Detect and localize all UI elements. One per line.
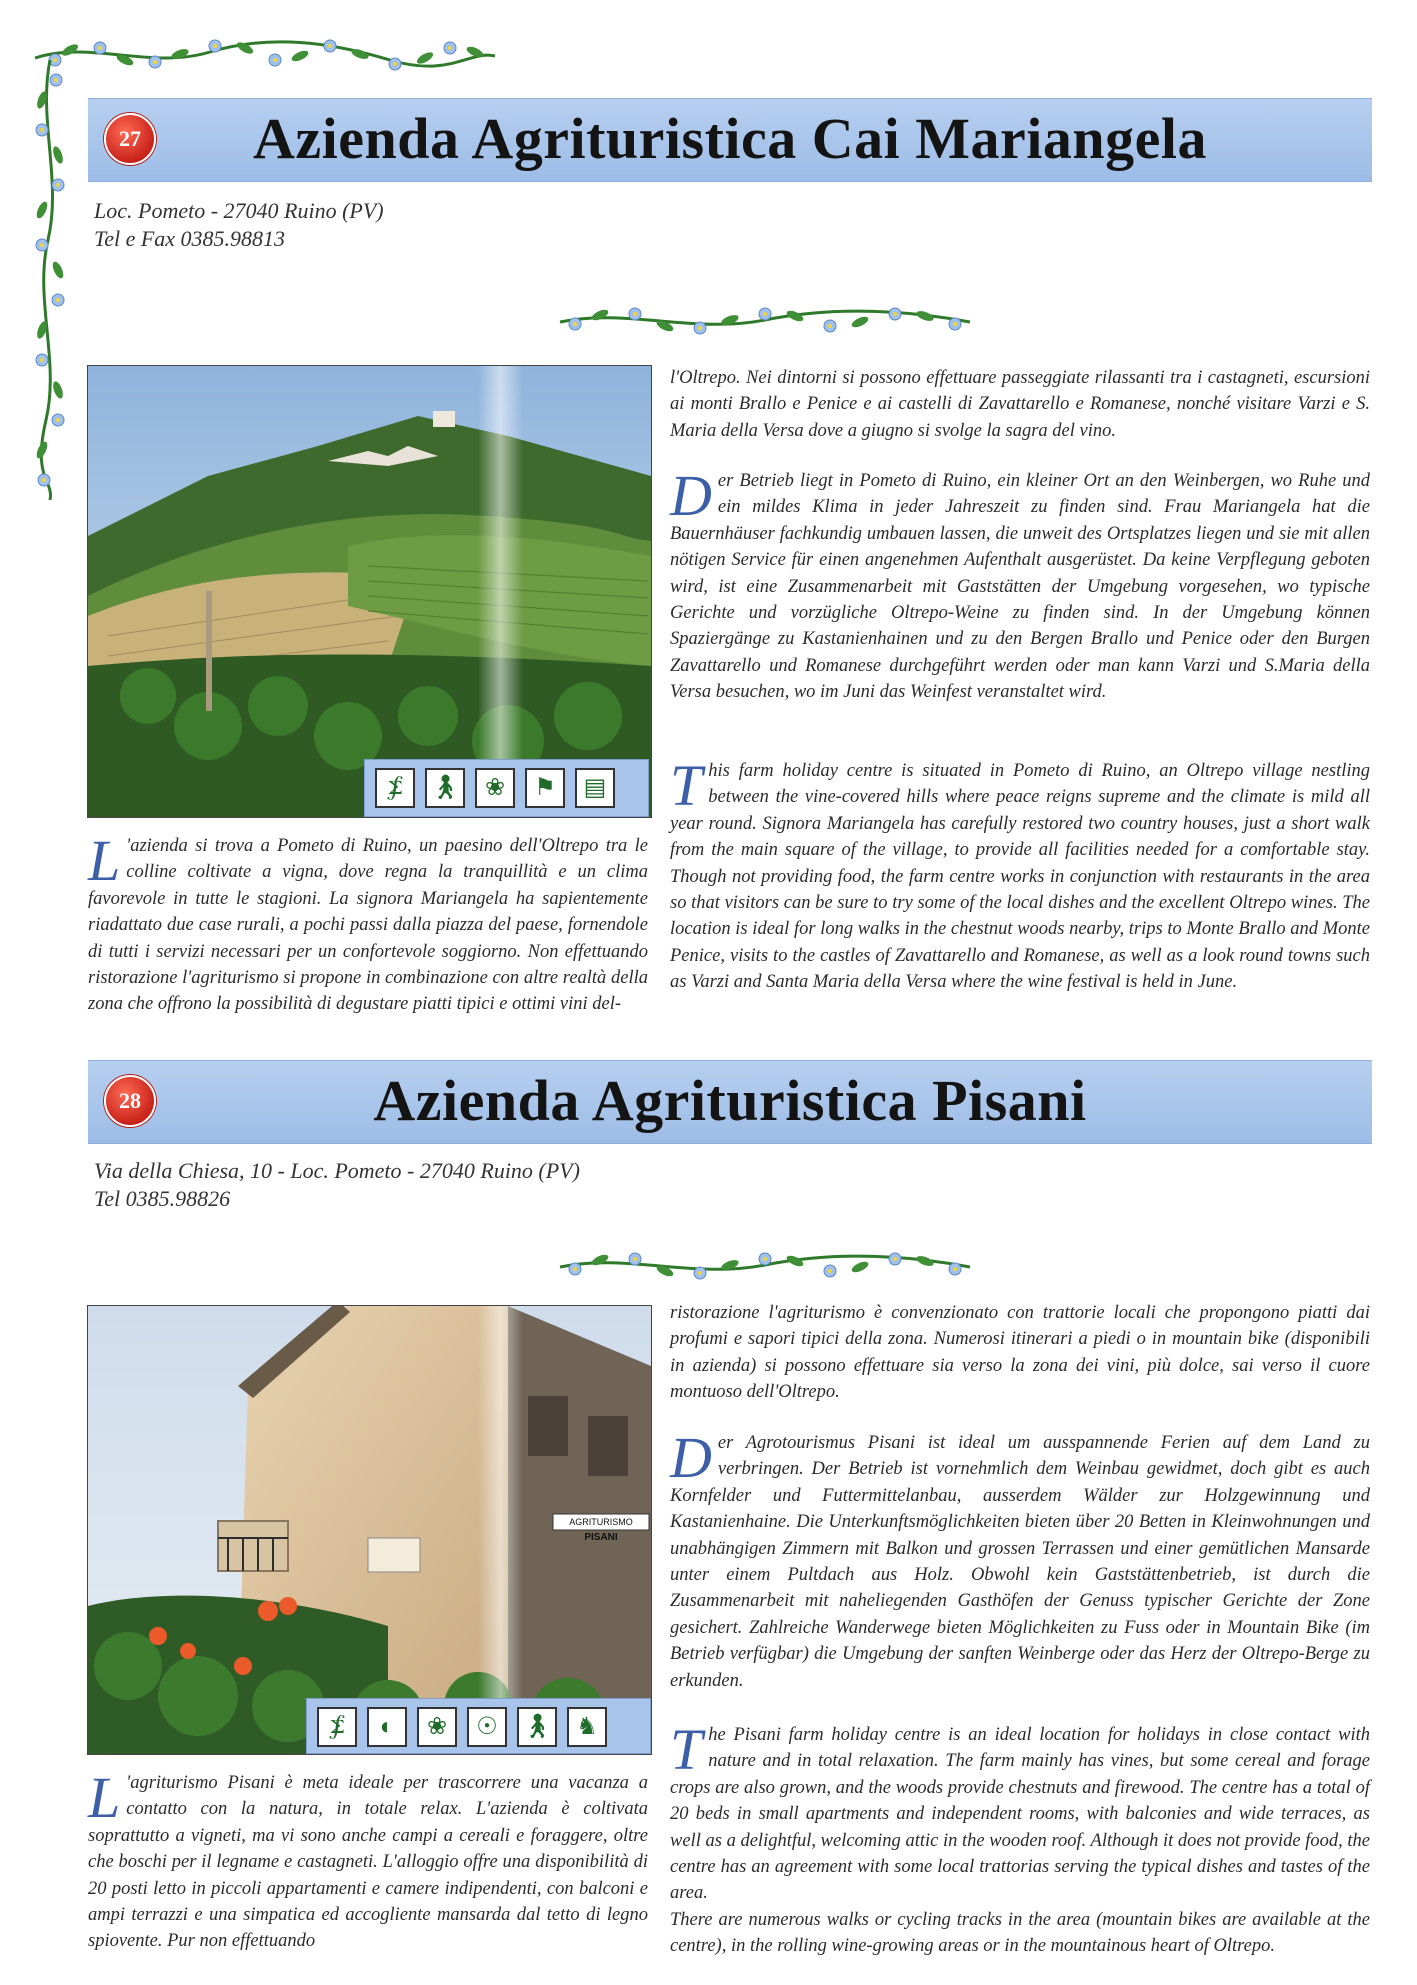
- german-description: [670, 1425, 1370, 1694]
- floral-garland-left: [30, 60, 70, 500]
- english-paragraph-2: There are numerous walks or cycling tracks in the area (mountain bikes are available at the centre), in the rolling wine-growing areas or in the mountainous heart of Oltrepo.: [670, 1909, 1370, 1957]
- english-paragraph: his farm holiday centre is situated in Pometo di Ruino, an Oltrepo village nestling between the vine-covered hills where peace reigns supreme and the climate is mild all year round. Signora Mariangela has carefully restored two country houses, just a short walk from the main square of the village, to provide all facilities needed for a comfortable stay. Though not providing food, the farm centre works in conjunction with restaurants in the area so that visitors can be sure to try some of the local dishes and the excellent Oltrepo wines. The location is ideal for long walks in the chestnut woods nearby, trips to Monte Brallo and Monte Penice, visits to the castles of Zavattarello and Romanese, as well as a look round towns such as Varzi and Santa Maria della Versa where the wine festival is held in June.: [670, 761, 1370, 993]
- grapes-icon: ❀: [417, 1707, 457, 1747]
- dropcap-letter: L: [88, 828, 121, 893]
- sign-text-pisani: PISANI: [584, 1532, 618, 1543]
- english-description: [670, 753, 1370, 996]
- section-number-badge: 28: [104, 1075, 156, 1127]
- italian-paragraph: 'azienda si trova a Pometo di Ruino, un paesino dell'Oltrepo tra le colline coltivate a vigna, dove regna la tranquillità e un clima favorevole in tutte le stagioni. La signora Mariangela ha sapientemente riadattato due case rurali, a pochi passi dalla piazza del paese, fornendole di tutti i servizi necessari per un confortevole soggiorno. Non effettuando ristorazione l'agriturismo si propone in combinazione con altre realtà della zona che offrono la possibilità di degustare piatti tipici e ottimi vini del-: [88, 836, 648, 1015]
- dropcap-letter: D: [670, 463, 712, 528]
- farmhouse-photo: [87, 1305, 652, 1755]
- hiker-icon: 🚶︎: [425, 768, 465, 808]
- section-title: Azienda Agrituristica Pisani: [373, 1068, 1087, 1133]
- english-description: [670, 1717, 1370, 1960]
- dropcap-letter: L: [88, 1765, 121, 1830]
- tennis-icon: ◐: [367, 1707, 407, 1747]
- grapes-icon: ❀: [475, 768, 515, 808]
- cyclist-icon: ☉: [467, 1707, 507, 1747]
- floral-divider: [555, 1245, 975, 1285]
- book-icon: ▤: [575, 768, 615, 808]
- bed-icon: ⨋: [375, 768, 415, 808]
- vineyard-photo: [87, 365, 652, 818]
- bed-icon: ⨋: [317, 1707, 357, 1747]
- italian-continued-paragraph: ristorazione l'agriturismo è convenzionato con trattorie locali che propongono piatti dai profumi e sapori tipici della zona. Numerosi itinerari a piedi o in mountain bike (disponibili in azienda) si possono effettuare sia verso la zona dei vini, più dolce, sai verso il cuore montuoso dell'Oltrepo.: [670, 1303, 1370, 1403]
- section-header-28: [88, 1060, 1372, 1144]
- horse-icon: ♞: [567, 1707, 607, 1747]
- italian-continuation: [670, 1300, 1370, 1406]
- section-number-badge: 27: [104, 113, 156, 165]
- address-block: [94, 197, 384, 253]
- dropcap-letter: D: [670, 1425, 712, 1490]
- italian-continuation: [670, 365, 1370, 444]
- address-block: [94, 1157, 580, 1213]
- english-paragraph: he Pisani farm holiday centre is an ideal location for holidays in close contact with nature and in total relaxation. The farm mainly has vines, but some cereal and forage crops are also grown, and the woods provide chestnuts and firewood. The centre has a total of 20 beds in small apartments and independent rooms, with balconies and wide terraces, as well as a delightful, welcoming attic in the wooden roof. Although it does not provide food, the centre has an agreement with some local trattorias serving the typical dishes and tastes of the area.: [670, 1725, 1370, 1904]
- floral-garland-top: [30, 30, 500, 80]
- walking-map-icon: ⚑: [525, 768, 565, 808]
- german-paragraph: er Agrotourismus Pisani ist ideal um ausspannende Ferien auf dem Land zu verbringen. Der Betrieb ist vornehmlich dem Weinbau gewidmet, doch gibt es auch Kornfelder und Futtermittelanbau, ausserdem Wälder zur Holzgewinnung und Kastanienhaine. Die Unterkunftsmöglichkeiten bieten über 20 Betten in Kleinwohnungen und unabhängigen Zimmern mit Balkon und grossen Terrassen und einer gemütlichen Mansarde unter einem Pultdach aus Holz. Obwohl kein Gaststättenbetrieb, ist durch die Zusammenarbeit mit naheliegenden Gasthöfen der Genuss typischer Gerichte der Zone gesichert. Zahlreiche Wanderwege bieten Möglichkeiten zu Fuss oder in Mountain Bike (im Betrieb verfügbar) die Umgebung der sanften Weinberge oder das Herz der Oltrepo-Berge zu erkunden.: [670, 1433, 1370, 1691]
- amenity-icon-strip: [306, 1698, 651, 1754]
- italian-description: [88, 828, 648, 1018]
- hiker-icon: 🚶︎: [517, 1707, 557, 1747]
- italian-paragraph: 'agriturismo Pisani è meta ideale per trascorrere una vacanza a contatto con la natura, in totale relax. L'azienda è coltivata soprattutto a vigneti, ma vi sono anche campi a cereali e foraggere, oltre che boschi per il legname e castagneti. L'alloggio offre una disponibilità di 20 posti letto in piccoli appartamenti e camere indipendenti, con balconi e ampi terrazzi e una simpatica ed accogliente mansarda dal tetto di legno spiovente. Pur non effettuando: [88, 1773, 648, 1952]
- italian-continued-paragraph: l'Oltrepo. Nei dintorni si possono effettuare passeggiate rilassanti tra i castagneti, escursioni ai monti Brallo e Penice e ai castelli di Zavattarello e Romanese, nonché visitare Varzi e S. Maria della Versa dove a giugno si svolge la sagra del vino.: [670, 368, 1370, 441]
- dropcap-letter: T: [670, 1717, 703, 1782]
- phone-line: Tel e Fax 0385.98813: [94, 226, 286, 251]
- german-description: [670, 463, 1370, 706]
- phone-line: Tel 0385.98826: [94, 1186, 231, 1211]
- sign-text-agriturismo: AGRITURISMO: [569, 1517, 633, 1527]
- floral-divider: [555, 300, 975, 340]
- address-line: Loc. Pometo - 27040 Ruino (PV): [94, 198, 384, 223]
- amenity-icon-strip: [364, 759, 649, 817]
- section-header-27: [88, 98, 1372, 182]
- german-paragraph: er Betrieb liegt in Pometo di Ruino, ein kleiner Ort an den Weinbergen, wo Ruhe und ein mildes Klima in jeder Jahreszeit zu finden sind. Frau Mariangela hat die Bauernhäuser fachkundig umbauen lassen, die unweit des Ortsplatzes liegen und sie mit allen nötigen Service für einen angenehmen Aufenthalt ausgerüstet. Da keine Verpflegung geboten wird, ist eine Zusammenarbeit mit Gaststätten der Umgebung vorgesehen, wo typische Gerichte und vorzügliche Oltrepo-Weine zu finden sind. In der Umgebung können Spaziergänge zu Kastanienhainen und zu den Bergen Brallo und Penice oder den Burgen Zavattarello und Romanese durchgeführt werden oder man kann Varzi und S.Maria della Versa besuchen, wo im Juni das Weinfest veranstaltet wird.: [670, 471, 1370, 703]
- section-title: Azienda Agrituristica Cai Mariangela: [253, 106, 1207, 171]
- italian-description: [88, 1765, 648, 1955]
- dropcap-letter: T: [670, 753, 703, 818]
- address-line: Via della Chiesa, 10 - Loc. Pometo - 27040 Ruino (PV): [94, 1158, 580, 1183]
